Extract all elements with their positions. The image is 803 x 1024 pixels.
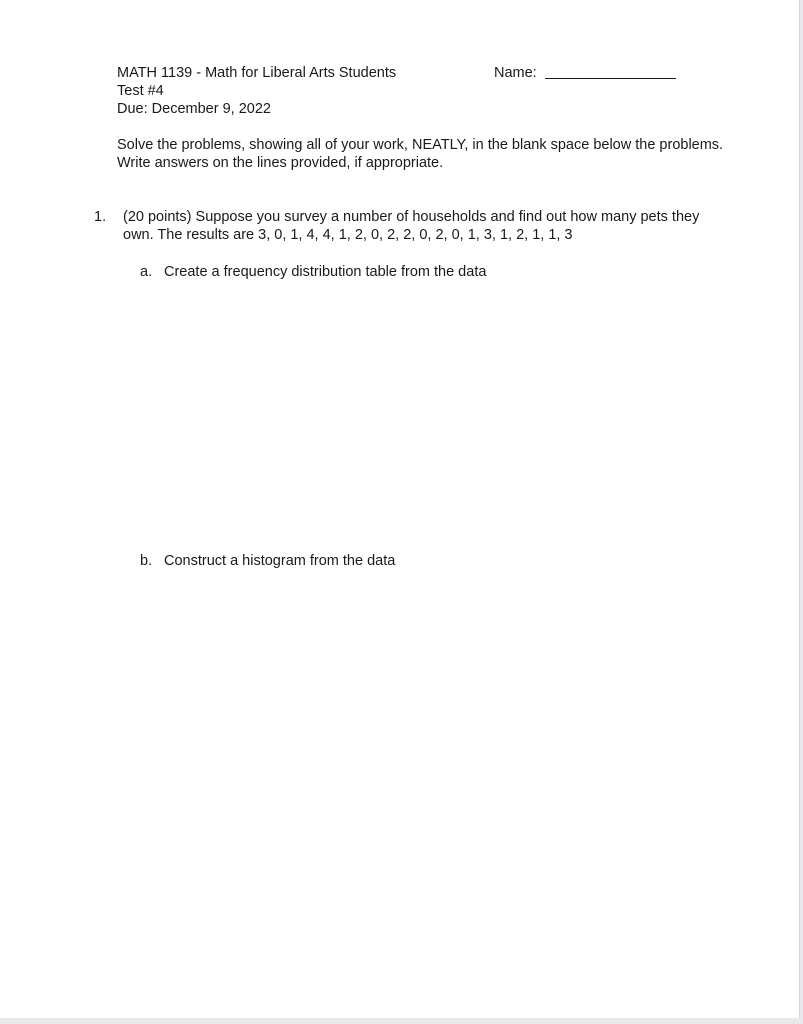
- part-a-text: Create a frequency distribution table from the data: [164, 264, 487, 280]
- name-label: Name:: [494, 65, 537, 81]
- problem-text: (20 points) Suppose you survey a number of households and find out how many pets they own. The results are 3, 0, 1, 4, 4, 1, 2, 0, 2, 2, 0, 2, 0, 1, 3, 1, 2, 1, 1, 3: [123, 209, 700, 243]
- instructions: Solve the problems, showing all of your work, NEATLY, in the blank space below the problems. Write answers on the lines provided, if appropriate.: [117, 137, 724, 171]
- test-number: Test #4: [117, 83, 164, 99]
- part-b-letter: b.: [140, 553, 153, 569]
- course-title: MATH 1139 - Math for Liberal Arts Students: [117, 65, 397, 81]
- part-b-text: Construct a histogram from the data: [164, 553, 396, 569]
- name-blank-line[interactable]: [545, 78, 676, 79]
- problem-number: 1.: [94, 209, 107, 225]
- due-date: Due: December 9, 2022: [117, 101, 271, 117]
- part-a-letter: a.: [140, 264, 153, 280]
